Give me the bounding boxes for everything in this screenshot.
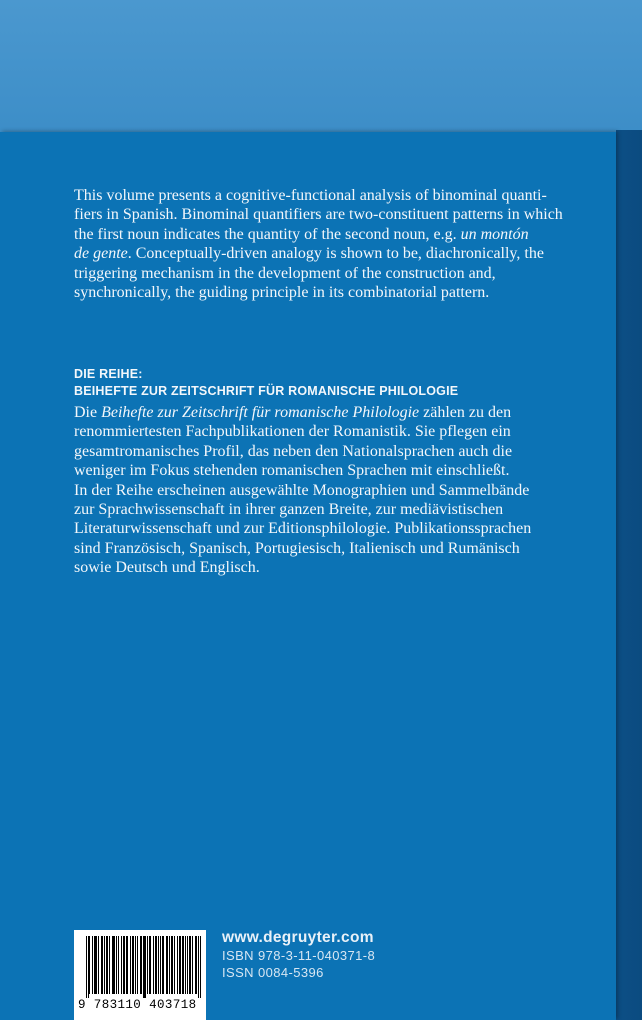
barcode-bar xyxy=(195,936,196,994)
barcode-bar xyxy=(185,936,186,994)
barcode-bar xyxy=(174,936,175,994)
barcode-bar xyxy=(109,936,110,994)
series-heading-line-1: DIE REIHE: xyxy=(74,367,143,381)
series-heading-line-2: BEIHEFTE ZUR ZEITSCHRIFT FÜR ROMANISCHE PHILOLOGIE xyxy=(74,384,459,398)
barcode-bar xyxy=(153,936,154,994)
barcode-bar xyxy=(89,936,90,994)
background-top xyxy=(0,0,642,130)
barcode-bar xyxy=(180,936,181,994)
barcode-bars xyxy=(74,930,206,1000)
barcode-bar xyxy=(177,936,178,994)
abstract-line xyxy=(74,186,564,205)
barcode-bar xyxy=(192,936,193,994)
publisher-info xyxy=(222,929,482,981)
series-text: Die xyxy=(74,404,102,421)
barcode-bar xyxy=(116,936,117,994)
series-text: In der Reihe erscheinen ausgewählte Monographien und Sammelbände xyxy=(74,481,530,499)
abstract-line xyxy=(74,283,564,302)
abstract-text: This volume presents a cognitive-functional analysis of binominal quanti- xyxy=(74,187,547,204)
barcode-bar xyxy=(172,936,173,994)
barcode-bar xyxy=(179,936,180,994)
barcode-bar xyxy=(196,936,197,994)
abstract-text xyxy=(74,186,564,302)
abstract-text: fiers in Spanish. Binominal quantifiers are two-constituent patterns in which xyxy=(74,206,563,224)
barcode-bar xyxy=(132,936,133,994)
series-text: sowie Deutsch und Englisch. xyxy=(74,559,260,577)
barcode-bar xyxy=(141,936,142,994)
issn-number: ISSN 0084-5396 xyxy=(222,965,324,980)
barcode-bar xyxy=(169,936,170,994)
barcode-bar xyxy=(107,936,108,994)
abstract-line xyxy=(74,244,564,263)
barcode-bar xyxy=(113,936,114,994)
barcode-bar xyxy=(101,936,102,994)
series-line xyxy=(74,500,574,519)
series-text: Literaturwissenschaft und zur Editionsphilologie. Publikationssprachen xyxy=(74,520,532,538)
series-line xyxy=(74,403,574,422)
barcode-bar xyxy=(156,936,157,994)
series-line xyxy=(74,539,574,558)
abstract-line xyxy=(74,225,564,244)
barcode-bar xyxy=(114,936,115,994)
series-line xyxy=(74,461,574,480)
abstract-line xyxy=(74,205,564,224)
series-line xyxy=(74,442,574,461)
abstract-italic-text: de gente xyxy=(74,245,128,263)
barcode-bar xyxy=(149,936,150,994)
barcode-bar xyxy=(158,936,159,994)
barcode-bar xyxy=(160,936,161,994)
background-right-edge xyxy=(616,130,642,1020)
barcode-bar xyxy=(167,936,168,994)
barcode-bar xyxy=(88,936,89,998)
barcode-bar xyxy=(123,936,124,994)
series-heading xyxy=(74,366,574,400)
series-text: renommiertesten Fachpublikationen der Romanistik. Sie pflegen ein xyxy=(74,423,511,441)
barcode-digits: 9 783110 403718 xyxy=(78,998,197,1012)
barcode-bar xyxy=(163,936,164,994)
series-text: gesamtromanisches Profil, das neben den Nationalsprachen auch die xyxy=(74,442,513,460)
series-text: sind Französisch, Spanisch, Portugiesisch, Italienisch und Rumänisch xyxy=(74,539,520,557)
barcode-bar xyxy=(94,936,95,994)
barcode-bar xyxy=(150,936,151,994)
series-line xyxy=(74,519,574,538)
series-description xyxy=(74,403,574,578)
abstract-text: triggering mechanism in the development of the construction and, xyxy=(74,264,496,282)
barcode-bar xyxy=(182,936,183,994)
barcode-bar xyxy=(166,936,167,994)
barcode-bar xyxy=(147,936,148,994)
barcode-bar xyxy=(144,936,145,998)
barcode-bar xyxy=(130,936,131,994)
barcode-bar xyxy=(140,936,141,994)
barcode-bar xyxy=(162,936,163,994)
publisher-url[interactable]: www.degruyter.com xyxy=(222,929,374,946)
abstract-text: the first noun indicates the quantity of the second noun, e.g. xyxy=(74,225,461,243)
barcode-bar xyxy=(92,936,93,994)
barcode-bar xyxy=(104,936,105,994)
barcode-bar xyxy=(102,936,103,994)
series-text: weniger im Fokus stehenden romanischen Sprachen mit einschließt. xyxy=(74,462,510,480)
isbn-number: ISBN 978-3-11-040371-8 xyxy=(222,948,376,963)
barcode-bar xyxy=(112,936,113,994)
barcode-bar xyxy=(118,936,119,994)
abstract-line xyxy=(74,264,564,283)
series-text: zählen zu den xyxy=(419,404,512,421)
barcode-bar xyxy=(98,936,99,994)
barcode-bar xyxy=(106,936,107,994)
barcode-bar xyxy=(198,936,199,998)
barcode-bar xyxy=(143,936,144,998)
barcode-bar xyxy=(187,936,188,994)
barcode-bar xyxy=(127,936,128,994)
barcode-bar xyxy=(121,936,122,994)
barcode-bar xyxy=(189,936,190,994)
barcode-bar xyxy=(96,936,97,994)
isbn-barcode xyxy=(74,930,206,1020)
barcode-bar xyxy=(86,936,87,998)
series-line xyxy=(74,558,574,577)
series-italic-text: Beihefte zur Zeitschrift für romanische Philologie xyxy=(101,404,420,421)
barcode-bar xyxy=(95,936,96,994)
series-line xyxy=(74,422,574,441)
abstract-text: synchronically, the guiding principle in its combinatorial pattern. xyxy=(74,284,490,302)
abstract-text: . Conceptually-driven analogy is shown to be, diachronically, the xyxy=(127,245,544,263)
barcode-bar xyxy=(133,936,134,994)
barcode-bar xyxy=(126,936,127,994)
barcode-bar xyxy=(124,936,125,994)
barcode-bar xyxy=(200,936,201,998)
series-line xyxy=(74,481,574,500)
barcode-bar xyxy=(155,936,156,994)
abstract-italic-text: un montón xyxy=(460,225,529,243)
barcode-bar xyxy=(145,936,146,998)
series-text: zur Sprachwissenschaft in ihrer ganzen Breite, zur mediävistischen xyxy=(74,501,504,519)
barcode-bar xyxy=(190,936,191,994)
barcode-bar xyxy=(183,936,184,994)
barcode-bar xyxy=(137,936,138,994)
barcode-bar xyxy=(135,936,136,994)
barcode-bar xyxy=(171,936,172,994)
